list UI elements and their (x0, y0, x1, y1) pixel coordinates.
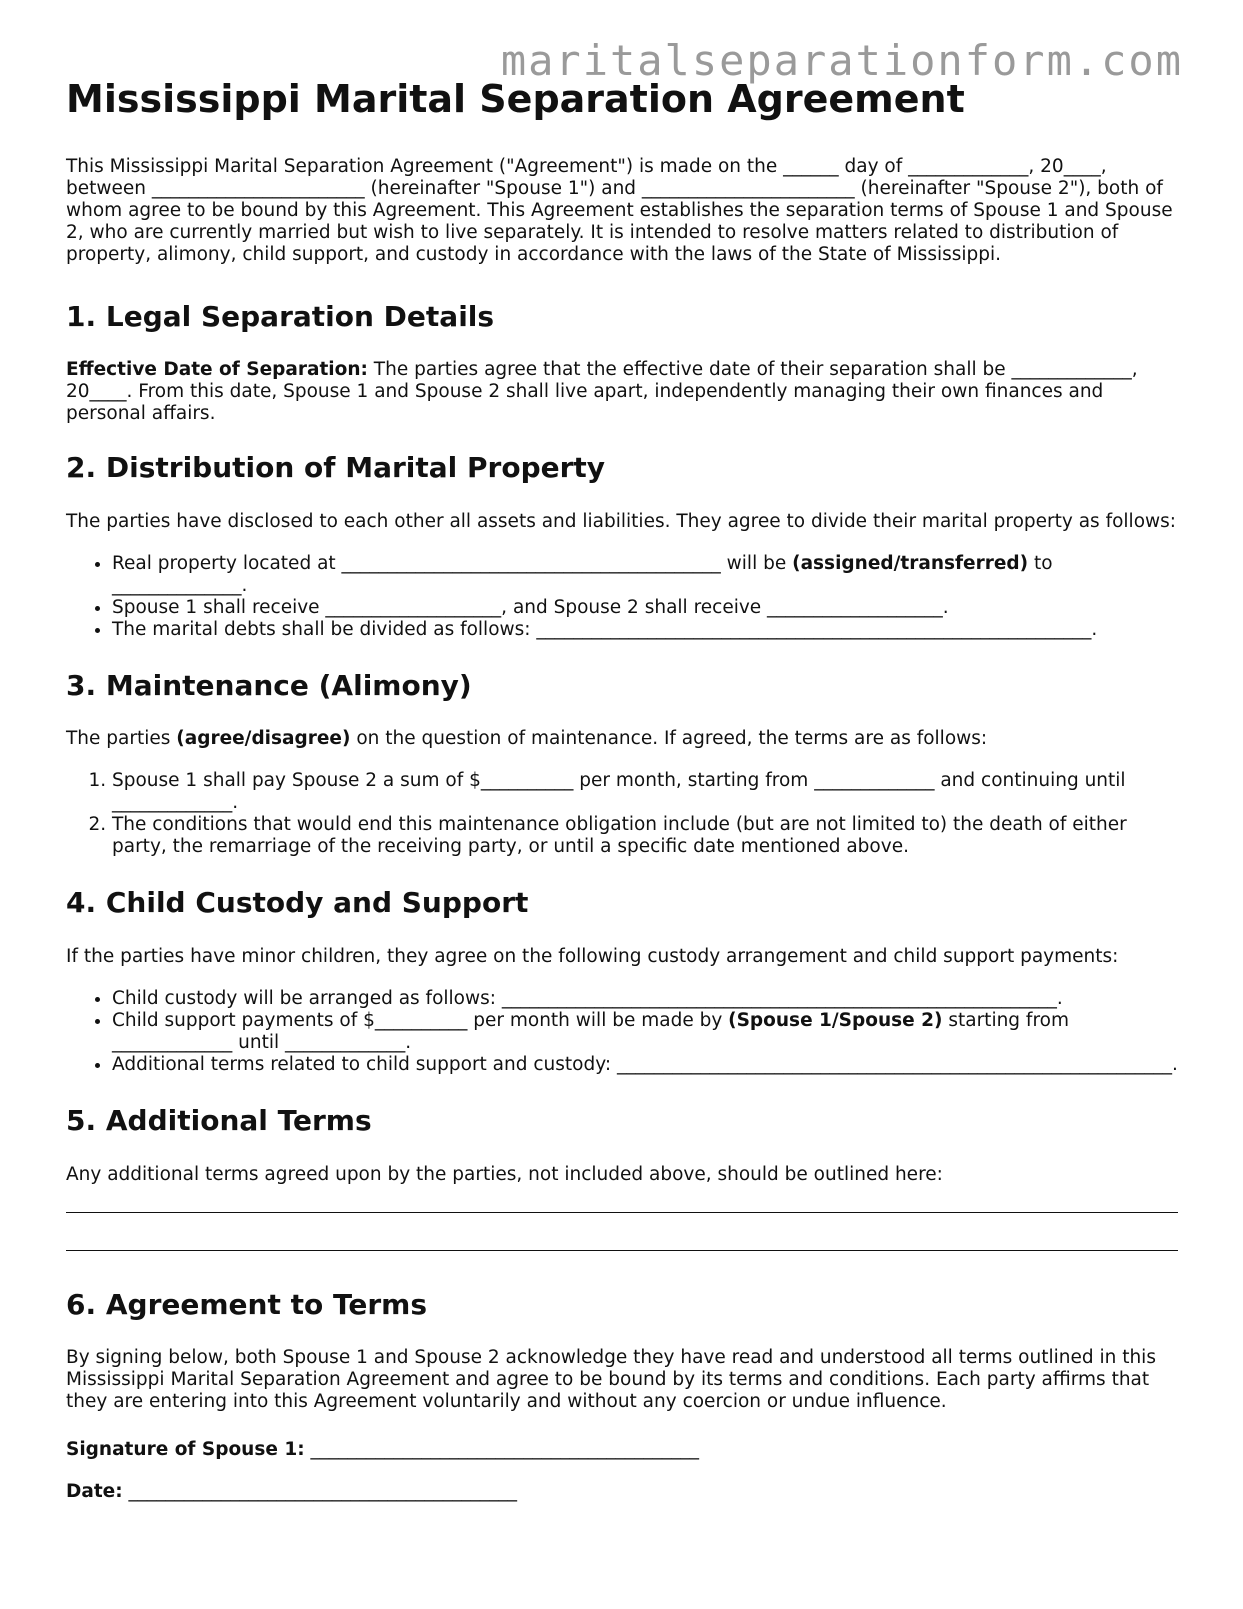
watermark: maritalseparationform.com (500, 36, 1183, 85)
numbered-list (66, 770, 1178, 858)
document-title: Mississippi Marital Separation Agreement (66, 77, 965, 121)
intro-paragraph: This Mississippi Marital Separation Agreement ("Agreement") is made on the ______ day of _____________, 20____, between _______________________ (hereinafter "Spouse 1") and _______________________ (hereinafter "Spouse 2"), both of whom agree to be bound by this Agreement. This Agreement establishes the separation terms of Spouse 1 and Spouse 2, who are currently married but wish to live separately. It is intended to resolve matters related to distribution of property, alimony, child support, and custody in accordance with the laws of the State of Mississippi. (66, 155, 1173, 265)
section-heading: 6. Agreement to Terms (66, 1287, 427, 1321)
list-item: • The marital debts shall be divided as follows: ____________________________________________________________. (112, 619, 1178, 641)
blank-line[interactable] (66, 1212, 1178, 1213)
paragraph-text: The parties agree that the effective date of their separation shall be _____________, 20____. From this date, Spouse 1 and Spouse 2 shall live apart, independently managing their own finances and personal affairs. (66, 359, 1138, 425)
blank-line[interactable] (66, 1250, 1178, 1251)
section-heading: 5. Additional Terms (66, 1104, 372, 1138)
section-property-distribution (66, 451, 1178, 641)
list-item: • Child support payments of $__________ per month will be made by (Spouse 1/Spouse 2) starting from _____________ until _____________. (112, 1010, 1178, 1054)
list-item: • Additional terms related to child support and custody: ____________________________________________________________. (112, 1054, 1178, 1076)
date-label: Date: (66, 1481, 123, 1503)
field-label: Effective Date of Separation: (66, 359, 368, 381)
document-page (66, 78, 1178, 1523)
section-maintenance (66, 669, 1178, 859)
bullet-list (66, 553, 1178, 641)
list-item: • Child custody will be arranged as follows: ____________________________________________________________. (112, 988, 1178, 1010)
section-paragraph: Any additional terms agreed upon by the parties, not included above, should be outlined here: (66, 1163, 943, 1185)
section-child-custody (66, 886, 1178, 1076)
section-heading: 1. Legal Separation Details (66, 299, 495, 333)
section-heading: 4. Child Custody and Support (66, 886, 529, 920)
section-legal-separation (66, 300, 1178, 426)
section-agreement (66, 1288, 1178, 1504)
signature-line[interactable]: Signature of Spouse 1: __________________________________________ (66, 1439, 699, 1461)
section-paragraph: By signing below, both Spouse 1 and Spouse 2 acknowledge they have read and understood all terms outlined in this Mississippi Marital Separation Agreement and agree to be bound by its terms and conditions. Each party affirms that they are entering into this Agreement voluntarily and without any coercion or undue influence. (66, 1347, 1156, 1413)
section-heading: 2. Distribution of Marital Property (66, 451, 606, 485)
section-paragraph: If the parties have minor children, they agree on the following custody arrangement and child support payments: (66, 946, 1119, 968)
section-heading: 3. Maintenance (Alimony) (66, 668, 472, 702)
section-paragraph: The parties (agree/disagree) on the question of maintenance. If agreed, the terms are as follows: (66, 728, 988, 750)
section-additional-terms (66, 1104, 1178, 1251)
section-paragraph: The parties have disclosed to each other all assets and liabilities. They agree to divide their marital property as follows: (66, 510, 1177, 532)
list-item: 1. Spouse 1 shall pay Spouse 2 a sum of $__________ per month, starting from _____________ and continuing until _____________. (112, 770, 1178, 814)
list-item: • Real property located at _________________________________________ will be (assigned/transferred) to ______________. (112, 553, 1178, 597)
list-item: 2. The conditions that would end this maintenance obligation include (but are not limited to) the death of either party, the remarriage of the receiving party, or until a specific date mentioned above. (112, 814, 1178, 858)
list-item: • Spouse 1 shall receive ___________________, and Spouse 2 shall receive ___________________. (112, 597, 1178, 619)
signature-label: Signature of Spouse 1: (66, 1439, 305, 1461)
date-line[interactable]: Date: __________________________________________ (66, 1481, 518, 1503)
bullet-list (66, 988, 1178, 1076)
section-paragraph (66, 359, 1178, 425)
